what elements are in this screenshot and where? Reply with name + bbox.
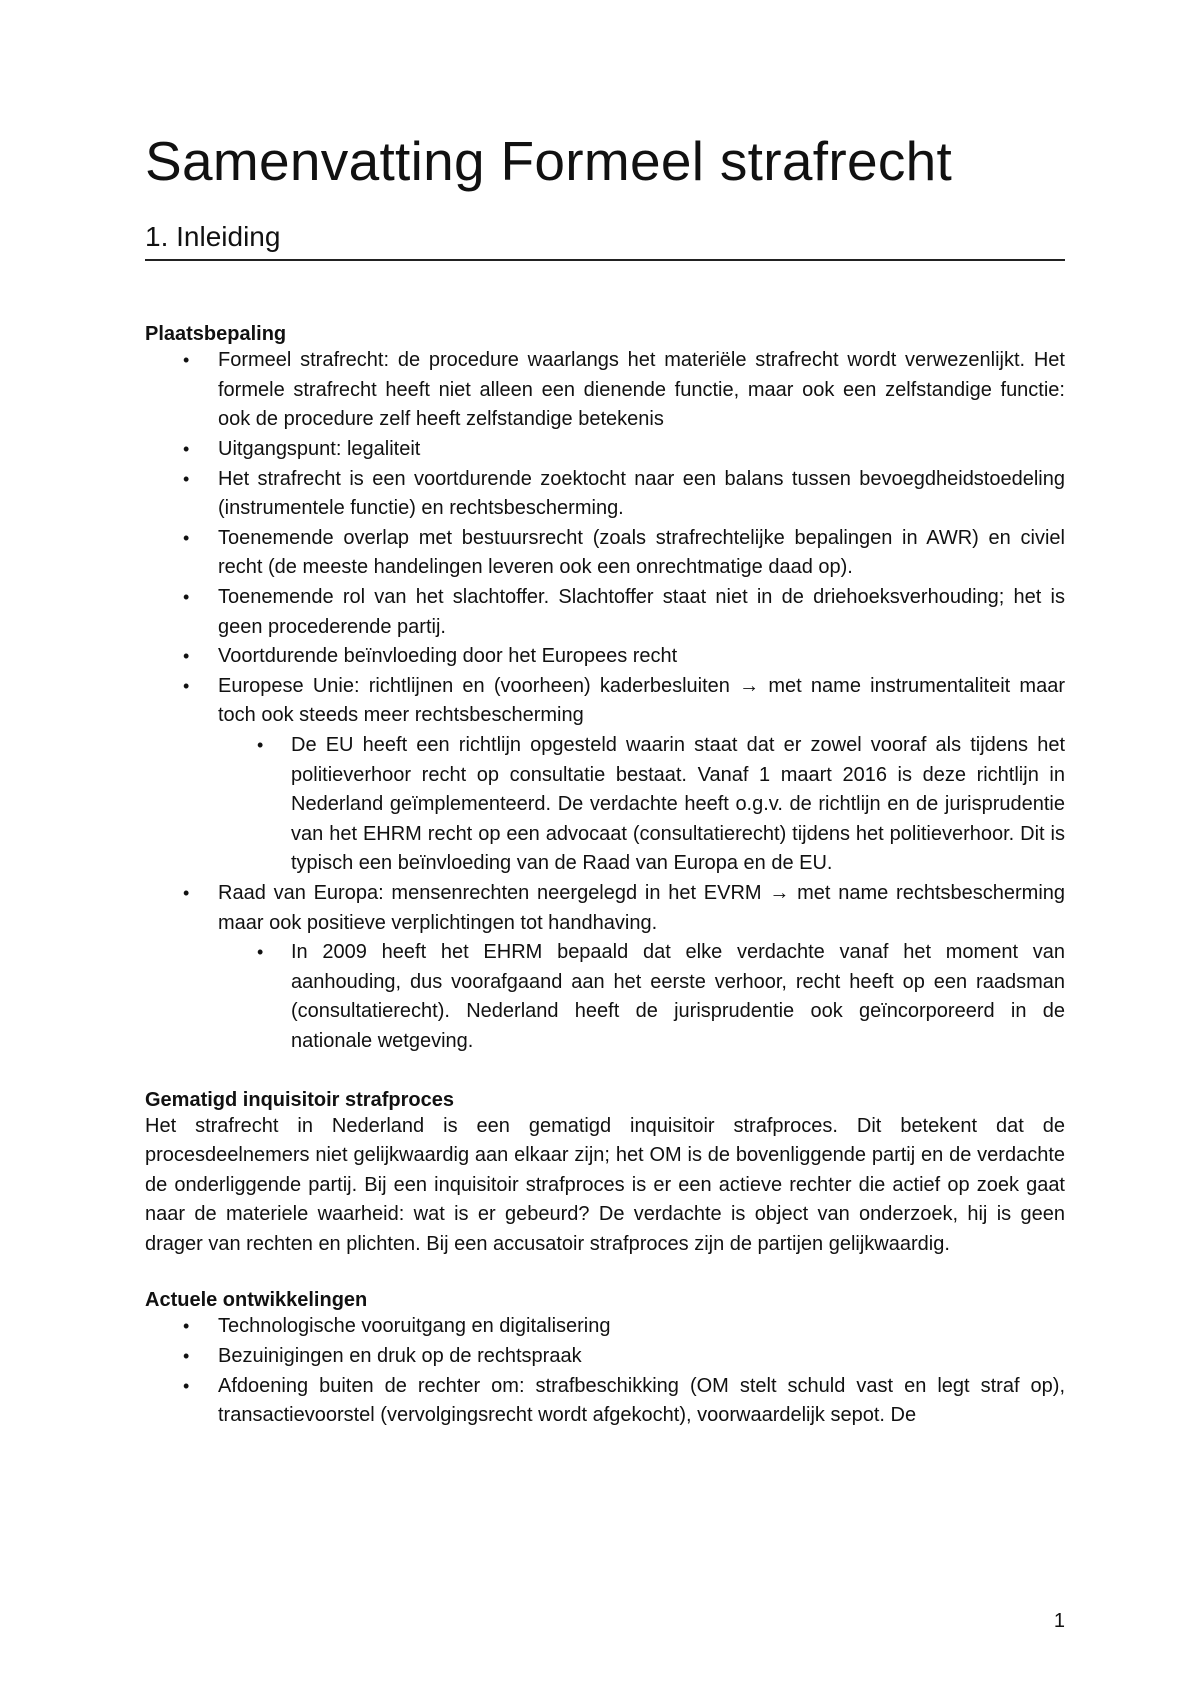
bullet-icon: • [183, 439, 190, 460]
eu-text-before: Europese Unie: richtlijnen en (voorheen) kaderbesluiten [218, 674, 730, 697]
bullet-icon: • [183, 527, 190, 548]
list-item [145, 1342, 1065, 1372]
bullet-icon: • [183, 468, 190, 489]
eu-text-after: met name instrumentaliteit maar toch ook steeds meer rechtsbescherming [218, 674, 1065, 727]
rve-sublist [218, 938, 1065, 1056]
eu-sublist [218, 731, 1065, 879]
list-item-text: Uitgangspunt: legaliteit [218, 438, 421, 461]
list-item-eu [145, 672, 1065, 879]
page-number: 1 [1053, 1610, 1065, 1632]
list-item [145, 1312, 1065, 1342]
bullet-icon: • [257, 734, 264, 755]
bullet-icon: • [183, 1316, 190, 1337]
inquisitoir-paragraph: Het strafrecht in Nederland is een gematigd inquisitoir strafproces. Dit betekent dat de procesdeelnemers niet gelijkwaardig aan elkaar zijn; het OM is de bovenliggende partij en de verdachte de onderliggende partij. Bij een inquisitoir strafproces is er een actieve rechter die actief op zoek gaat naar de materiele waarheid: wat is er gebeurd? De verdachte is object van onderzoek, hij is geen drager van rechten en plichten. Bij een accusatoir strafproces zijn de partijen gelijkwaardig. [145, 1114, 1065, 1255]
list-item-text: Voortdurende beïnvloeding door het Europees recht [218, 645, 678, 668]
arrow-right-icon: → [769, 881, 790, 904]
sub-list-item-text: In 2009 heeft het EHRM bepaald dat elke verdachte vanaf het moment van aanhouding, dus voorafgaand aan het eerste verhoor, recht heeft op een raadsman (consultatierecht). Nederland heeft de jurisprudentie ook geïncorporeerd in de nationale wetgeving. [291, 941, 1065, 1052]
bullet-icon: • [183, 1346, 190, 1367]
list-item [145, 465, 1065, 524]
rve-text-before: Raad van Europa: mensenrechten neergelegd in het EVRM [218, 881, 762, 904]
section-heading-actueel: Actuele ontwikkelingen [145, 1289, 368, 1312]
sub-list-item [218, 731, 1065, 879]
list-item [145, 524, 1065, 583]
bullet-icon: • [183, 646, 190, 667]
list-item-text: Afdoening buiten de rechter om: strafbeschikking (OM stelt schuld vast en legt straf op), transactievoorstel (vervolgingsrecht wordt afgekocht), voorwaardelijk sepot. De [218, 1374, 1065, 1427]
bullet-icon: • [183, 1375, 190, 1396]
list-item [145, 583, 1065, 642]
list-item [145, 642, 1065, 672]
bullet-icon: • [183, 675, 190, 696]
document-page [145, 130, 1065, 1431]
bullet-icon: • [183, 882, 190, 903]
sub-list-item [218, 938, 1065, 1056]
list-item-text: Toenemende overlap met bestuursrecht (zoals strafrechtelijke bepalingen in AWR) en civiel recht (de meeste handelingen leveren ook een onrechtmatige daad op). [218, 526, 1065, 579]
section-heading-plaatsbepaling: Plaatsbepaling [145, 323, 287, 346]
list-item-text: Bezuinigingen en druk op de rechtspraak [218, 1345, 582, 1368]
sub-list-item-text: De EU heeft een richtlijn opgesteld waarin staat dat er zowel vooraf als tijdens het politieverhoor recht op consultatie bestaat. Vanaf 1 maart 2016 is deze richtlijn in Nederland geïmplementeerd. De verdachte heeft o.g.v. de richtlijn en de jurisprudentie van het EHRM recht op een advocaat (consultatierecht) tijdens het politieverhoor. Dit is typisch een beïnvloeding van de Raad van Europa en de EU. [291, 733, 1065, 875]
arrow-right-icon: → [739, 674, 760, 697]
list-item-text: Formeel strafrecht: de procedure waarlangs het materiële strafrecht wordt verwezenlijkt. Het formele strafrecht heeft niet alleen een dienende functie, maar ook een zelfstandige functie: ook de procedure zelf heeft zelfstandige betekenis [218, 349, 1065, 431]
actueel-list [145, 1312, 1065, 1430]
list-item [145, 435, 1065, 465]
plaatsbepaling-list [145, 346, 1065, 1056]
list-item [145, 346, 1065, 435]
list-item-text: Het strafrecht is een voortdurende zoektocht naar een balans tussen bevoegdheidstoedeling (instrumentele functie) en rechtsbescherming. [218, 467, 1065, 520]
section-heading-inquisitoir: Gematigd inquisitoir strafproces [145, 1088, 454, 1111]
chapter-heading: 1. Inleiding [145, 221, 1065, 261]
bullet-icon: • [183, 350, 190, 371]
list-item-rve [145, 879, 1065, 1057]
bullet-icon: • [183, 587, 190, 607]
rve-text-after: met name rechtsbescherming maar ook positieve verplichtingen tot handhaving. [218, 881, 1066, 934]
document-title: Samenvatting Formeel strafrecht [145, 130, 953, 192]
list-item [145, 1372, 1065, 1431]
list-item-text: Toenemende rol van het slachtoffer. Slachtoffer staat niet in de driehoeksverhouding; het is geen procederende partij. [218, 586, 1065, 638]
bullet-icon: • [257, 942, 264, 963]
list-item-text: Technologische vooruitgang en digitalisering [218, 1315, 611, 1338]
